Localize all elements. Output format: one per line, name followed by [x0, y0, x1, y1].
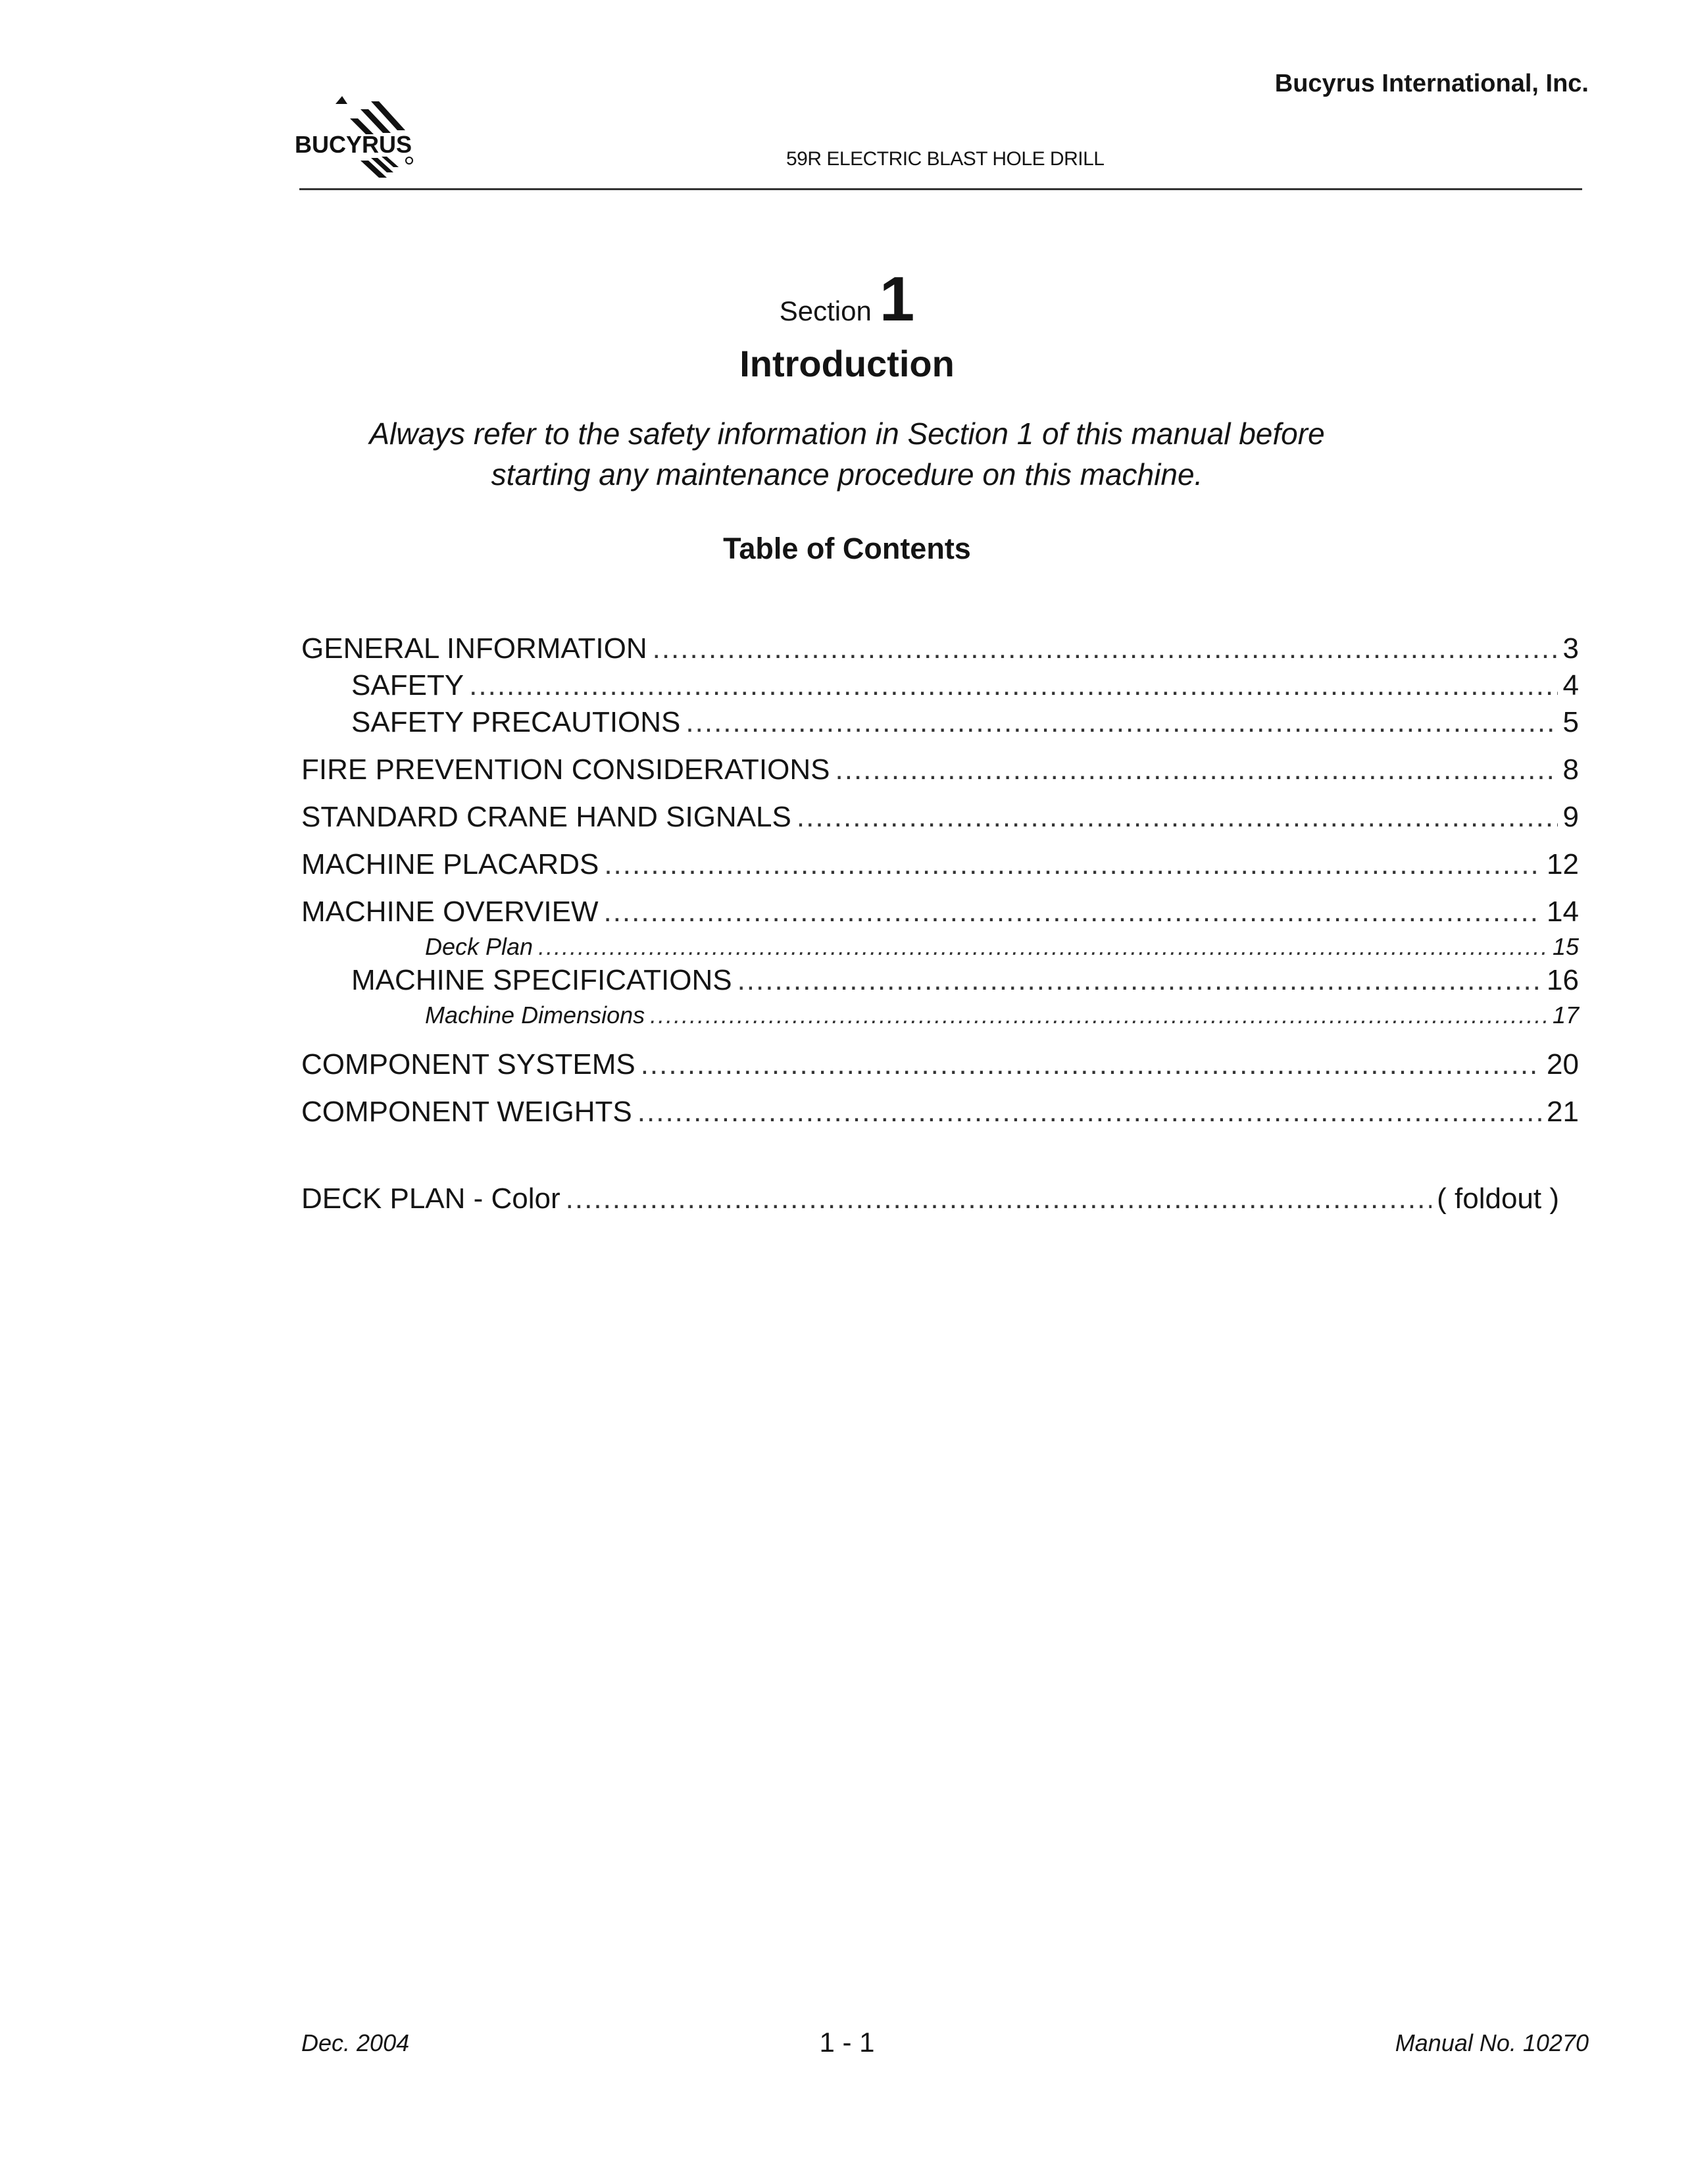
toc-entry-page: 4 — [1562, 669, 1579, 701]
toc-entry-title: DECK PLAN - Color — [301, 1182, 561, 1215]
toc-leader-dots — [653, 630, 1558, 667]
toc-entry-deck-plan[interactable] — [301, 930, 1579, 963]
section-number: 1 — [879, 264, 915, 334]
toc-entry-title: GENERAL INFORMATION — [301, 632, 647, 665]
toc-heading: Table of Contents — [723, 532, 971, 565]
toc-leader-dots — [469, 667, 1557, 704]
safety-notice-line-1: Always refer to the safety information in Section 1 of this manual before — [369, 417, 1325, 451]
toc-entry-page: 17 — [1552, 1002, 1579, 1029]
toc-entry-title: SAFETY PRECAUTIONS — [351, 706, 681, 738]
toc-entry-title: COMPONENT WEIGHTS — [301, 1096, 632, 1128]
toc-entry-component-weights[interactable] — [301, 1094, 1579, 1130]
toc-leader-dots — [566, 1181, 1432, 1217]
toc-entry-machine-overview[interactable] — [301, 894, 1579, 930]
bucyrus-logo — [295, 92, 453, 178]
toc-entry-page: 16 — [1547, 964, 1579, 996]
toc-entry-title: MACHINE PLACARDS — [301, 848, 599, 880]
footer-page-number: 1 - 1 — [819, 2027, 875, 2058]
footer-manual-number: Manual No. 10270 — [1395, 2029, 1589, 2056]
toc-leader-dots — [538, 930, 1547, 963]
toc-entry-machine-placards[interactable] — [301, 846, 1579, 883]
page-title: Introduction — [739, 343, 955, 384]
toc-leader-dots — [637, 1094, 1541, 1130]
toc-leader-dots — [603, 894, 1541, 930]
toc-entry-machine-specifications[interactable] — [301, 962, 1579, 999]
toc-leader-dots — [797, 799, 1558, 836]
header-divider — [299, 188, 1582, 190]
company-name: Bucyrus International, Inc. — [1274, 70, 1589, 97]
toc-entry-page: 3 — [1562, 632, 1579, 665]
toc-entry-page: 14 — [1547, 896, 1579, 928]
toc-entry-machine-dimensions[interactable] — [301, 999, 1579, 1032]
toc-entry-component-systems[interactable] — [301, 1046, 1579, 1083]
toc-entry-page: 12 — [1547, 848, 1579, 880]
toc-entry-safety-precautions[interactable] — [301, 704, 1579, 741]
toc-entry-deck-plan-color[interactable] — [301, 1181, 1559, 1217]
safety-notice — [0, 413, 1694, 495]
safety-notice-line-2: starting any maintenance procedure on this machine. — [491, 457, 1203, 492]
toc-entry-crane-hand-signals[interactable] — [301, 799, 1579, 836]
section-word: Section — [779, 295, 872, 326]
toc-entry-page: 20 — [1547, 1048, 1579, 1080]
toc-entry-page: 8 — [1562, 753, 1579, 786]
toc-entry-fire-prevention[interactable] — [301, 751, 1579, 788]
toc-entry-title: Machine Dimensions — [425, 1002, 645, 1029]
toc-entry-title: STANDARD CRANE HAND SIGNALS — [301, 801, 791, 833]
toc-entry-title: Deck Plan — [425, 933, 534, 960]
toc-leader-dots — [641, 1046, 1541, 1083]
toc-entry-page: ( foldout ) — [1437, 1182, 1559, 1215]
toc-leader-dots — [835, 751, 1558, 788]
toc-entry-safety[interactable] — [301, 667, 1579, 704]
toc-entry-page: 5 — [1562, 706, 1579, 738]
toc-leader-dots — [604, 846, 1541, 883]
logo-wordmark: BUCYRUS — [295, 131, 412, 158]
toc-entry-title: COMPONENT SYSTEMS — [301, 1048, 635, 1080]
toc-entry-general-information[interactable] — [301, 630, 1579, 667]
toc-entry-page: 9 — [1562, 801, 1579, 833]
toc-leader-dots — [685, 704, 1557, 741]
document-subtitle: 59R ELECTRIC BLAST HOLE DRILL — [786, 148, 1105, 170]
toc-leader-dots — [737, 962, 1541, 999]
toc-entry-title: MACHINE OVERVIEW — [301, 896, 599, 928]
toc-entry-page: 15 — [1552, 933, 1579, 960]
toc-entry-page: 21 — [1547, 1096, 1579, 1128]
toc-entry-title: MACHINE SPECIFICATIONS — [351, 964, 732, 996]
toc-leader-dots — [650, 999, 1547, 1032]
footer-date: Dec. 2004 — [301, 2029, 410, 2056]
toc-entry-title: SAFETY — [351, 669, 464, 701]
toc-entry-title: FIRE PREVENTION CONSIDERATIONS — [301, 753, 830, 786]
section-label — [0, 263, 1694, 336]
